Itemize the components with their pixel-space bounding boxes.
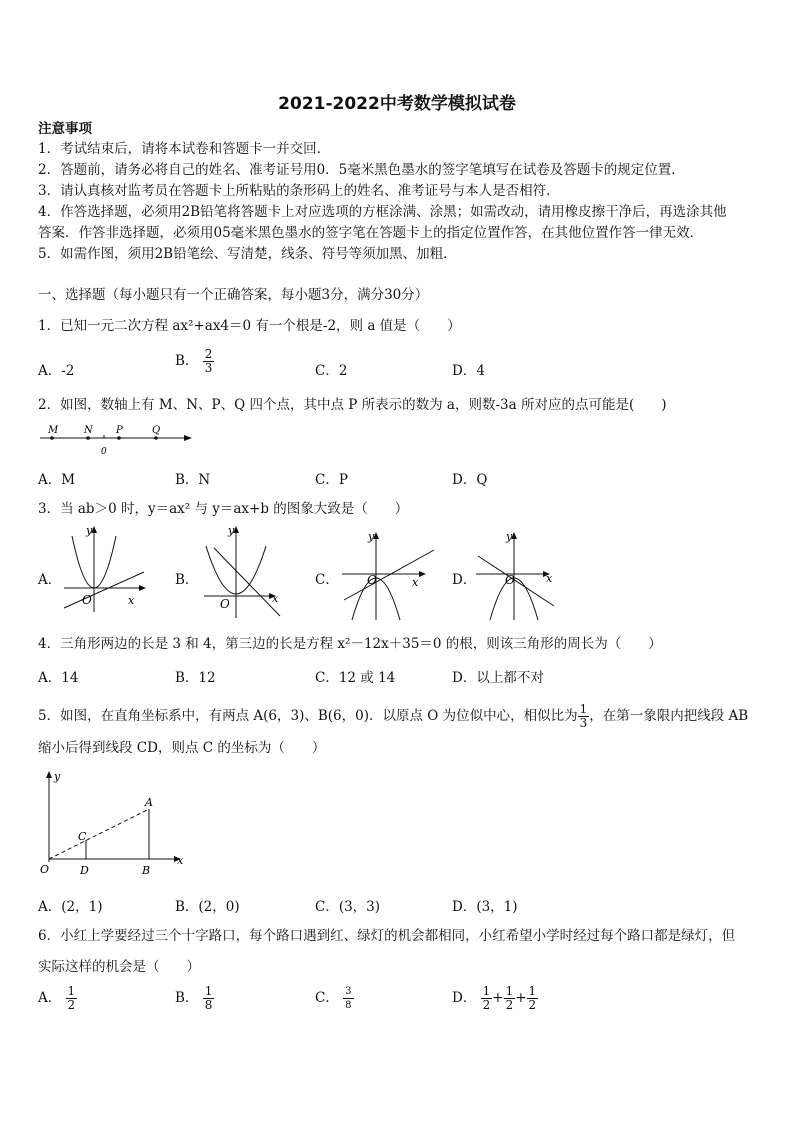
q1-option-d: D．4 xyxy=(452,363,485,379)
q5-option-b: B．(2，0) xyxy=(175,899,240,915)
q6-option-b xyxy=(175,985,214,1012)
fraction-denominator: 2 xyxy=(67,998,76,1012)
q2-option-c: C．P xyxy=(315,472,348,488)
q5-option-a: A．(2，1) xyxy=(38,899,103,915)
axis-label: x xyxy=(546,572,553,585)
q5-option-d: D．(3，1) xyxy=(452,899,518,915)
origin-label: O xyxy=(220,597,230,611)
fraction-numerator: 1 xyxy=(528,984,537,998)
question-6-stem-line2: 实际这样的机会是（ ） xyxy=(38,959,200,975)
q3-graph-d xyxy=(474,528,564,622)
q6-option-d-fraction xyxy=(504,985,516,1012)
q2-number-line xyxy=(38,423,198,457)
notice-item: 1．考试结束后，请将本试卷和答题卡一并交回． xyxy=(38,141,331,157)
q4-option-a: A．14 xyxy=(38,670,79,686)
fraction-numerator: 2 xyxy=(204,347,213,361)
origin-label: O xyxy=(82,593,92,607)
q4-option-d: D．以上都不对 xyxy=(452,670,544,686)
fraction-denominator: 3 xyxy=(204,361,213,375)
fraction-numerator: 1 xyxy=(505,984,514,998)
notice-item: 答案．作答非选择题，必须用05毫米黑色墨水的签字笔在答题卡上的指定位置作答，在其他位置作答一律无效． xyxy=(38,225,704,241)
q3-option-a: A． xyxy=(38,572,62,588)
axis-label: x xyxy=(177,854,184,867)
q3-option-d: D． xyxy=(452,572,477,588)
q5-ratio-fraction xyxy=(578,703,590,730)
q3-graph-b xyxy=(200,524,290,620)
q2-option-d: D．Q xyxy=(452,472,488,488)
zero-label: 0 xyxy=(101,447,107,457)
point-label-b: B xyxy=(142,864,151,877)
q5-stem-part: 5．如图，在直角坐标系中，有两点 A(6，3)、B(6，0)．以原点 O 为位似中心，相似比为 xyxy=(38,708,578,724)
fraction-denominator: 2 xyxy=(528,998,537,1012)
question-6-stem: 6．小红上学要经过三个十字路口，每个路口遇到红、绿灯的机会都相同，小红希望小学时经过每个路口都是绿灯，但 xyxy=(38,928,736,944)
q1-option-b-label: B． xyxy=(175,353,199,369)
q6-option-c-label: C． xyxy=(315,990,339,1006)
q1-option-b-fraction xyxy=(203,348,215,375)
fraction-numerator: 3 xyxy=(345,986,352,997)
fraction-numerator: 1 xyxy=(204,984,213,998)
notice-heading: 注意事项 xyxy=(38,121,92,137)
fraction-numerator: 1 xyxy=(579,702,588,716)
q3-graph-c xyxy=(340,528,440,622)
question-5-stem-line2: 缩小后得到线段 CD，则点 C 的坐标为（ ） xyxy=(38,740,326,756)
origin-label: O xyxy=(505,573,515,587)
q5-option-c: C．(3，3) xyxy=(315,899,381,915)
q1-option-a: A．-2 xyxy=(38,363,75,379)
point-label-a: A xyxy=(145,796,153,809)
point-label-d: D xyxy=(80,864,89,877)
page-title: 2021-2022中考数学模拟试卷 xyxy=(278,94,516,114)
fraction-denominator: 3 xyxy=(579,716,588,730)
axis-label: y xyxy=(86,524,93,537)
point-label-c: C xyxy=(78,830,87,843)
q5-coordinate-figure xyxy=(38,768,188,878)
notice-item: 3．请认真核对监考员在答题卡上所粘贴的条形码上的姓名、准考证号与本人是否相符． xyxy=(38,183,560,199)
point-label: M xyxy=(48,425,59,436)
axis-label: x xyxy=(272,592,279,605)
q6-option-d-label: D． xyxy=(452,990,477,1006)
question-3-stem: 3．当 ab＞0 时，y＝ax² 与 y＝ax+b 的图象大致是（ ） xyxy=(38,501,409,517)
axis-label: y xyxy=(506,530,513,543)
question-2-stem: 2．如图，数轴上有 M、N、P、Q 四个点，其中点 P 所表示的数为 a，则数-3a 所对应的点可能是( ) xyxy=(38,397,667,413)
q3-option-b: B． xyxy=(175,572,199,588)
origin-label: O xyxy=(367,573,377,587)
notice-item: 2．答题前，请务必将自己的姓名、准考证号用0．5毫米黑色墨水的签字笔填写在试卷及答题卡的规定位置． xyxy=(38,162,685,178)
axis-label: x xyxy=(412,576,419,589)
fraction-denominator: 2 xyxy=(482,998,491,1012)
q4-option-c: C．12 或 14 xyxy=(315,670,396,686)
question-4-stem: 4．三角形两边的长是 3 和 4，第三边的长是方程 x²－12x＋35＝0 的根，则该三角形的周长为（ ） xyxy=(38,636,662,652)
q6-option-c xyxy=(315,985,354,1012)
q6-option-a-fraction xyxy=(66,985,78,1012)
fraction-denominator: 8 xyxy=(204,998,213,1012)
q6-option-c-fraction xyxy=(343,985,353,1012)
q3-option-c: C． xyxy=(315,572,339,588)
fraction-denominator: 2 xyxy=(505,998,514,1012)
origin-label: O xyxy=(40,863,50,876)
notice-item: 5．如需作图，须用2B铅笔绘、写清楚，线条、符号等须加黑、加粗． xyxy=(38,246,457,262)
notice-item: 4．作答选择题，必须用2B铅笔将答题卡上对应选项的方框涂满、涂黑；如需改动，请用橡皮擦干净后，再选涂其他 xyxy=(38,204,727,220)
fraction-numerator: 1 xyxy=(482,984,491,998)
point-label: P xyxy=(116,425,123,436)
q6-option-b-fraction xyxy=(203,985,215,1012)
axis-label: y xyxy=(368,530,375,543)
q1-option-b xyxy=(175,348,214,375)
q4-option-b: B．12 xyxy=(175,670,216,686)
question-1-stem: 1．已知一元二次方程 ax²+ax4＝0 有一个根是-2，则 a 值是（ ） xyxy=(38,318,461,334)
q6-option-d xyxy=(452,985,538,1012)
fraction-denominator: 8 xyxy=(345,1000,352,1011)
point-label: N xyxy=(84,425,93,436)
q2-option-a: A．M xyxy=(38,472,76,488)
question-5-stem xyxy=(38,703,748,730)
fraction-numerator: 1 xyxy=(67,984,76,998)
q5-stem-part: ，在第一象限内把线段 AB xyxy=(589,708,749,724)
axis-label: y xyxy=(54,770,61,783)
q3-graph-a xyxy=(60,524,150,616)
q6-option-d-fraction xyxy=(481,985,493,1012)
plus-sign: + xyxy=(515,990,527,1006)
point-label: Q xyxy=(152,425,161,436)
section-heading: 一、选择题（每小题只有一个正确答案，每小题3分，满分30分） xyxy=(38,287,429,303)
axis-label: x xyxy=(128,594,135,607)
q6-option-a xyxy=(38,985,77,1012)
plus-sign: + xyxy=(492,990,504,1006)
q6-option-b-label: B． xyxy=(175,990,199,1006)
q1-option-c: C．2 xyxy=(315,363,348,379)
q6-option-a-label: A． xyxy=(38,990,62,1006)
axis-label: y xyxy=(228,524,235,537)
q2-option-b: B．N xyxy=(175,472,211,488)
q6-option-d-fraction xyxy=(527,985,539,1012)
